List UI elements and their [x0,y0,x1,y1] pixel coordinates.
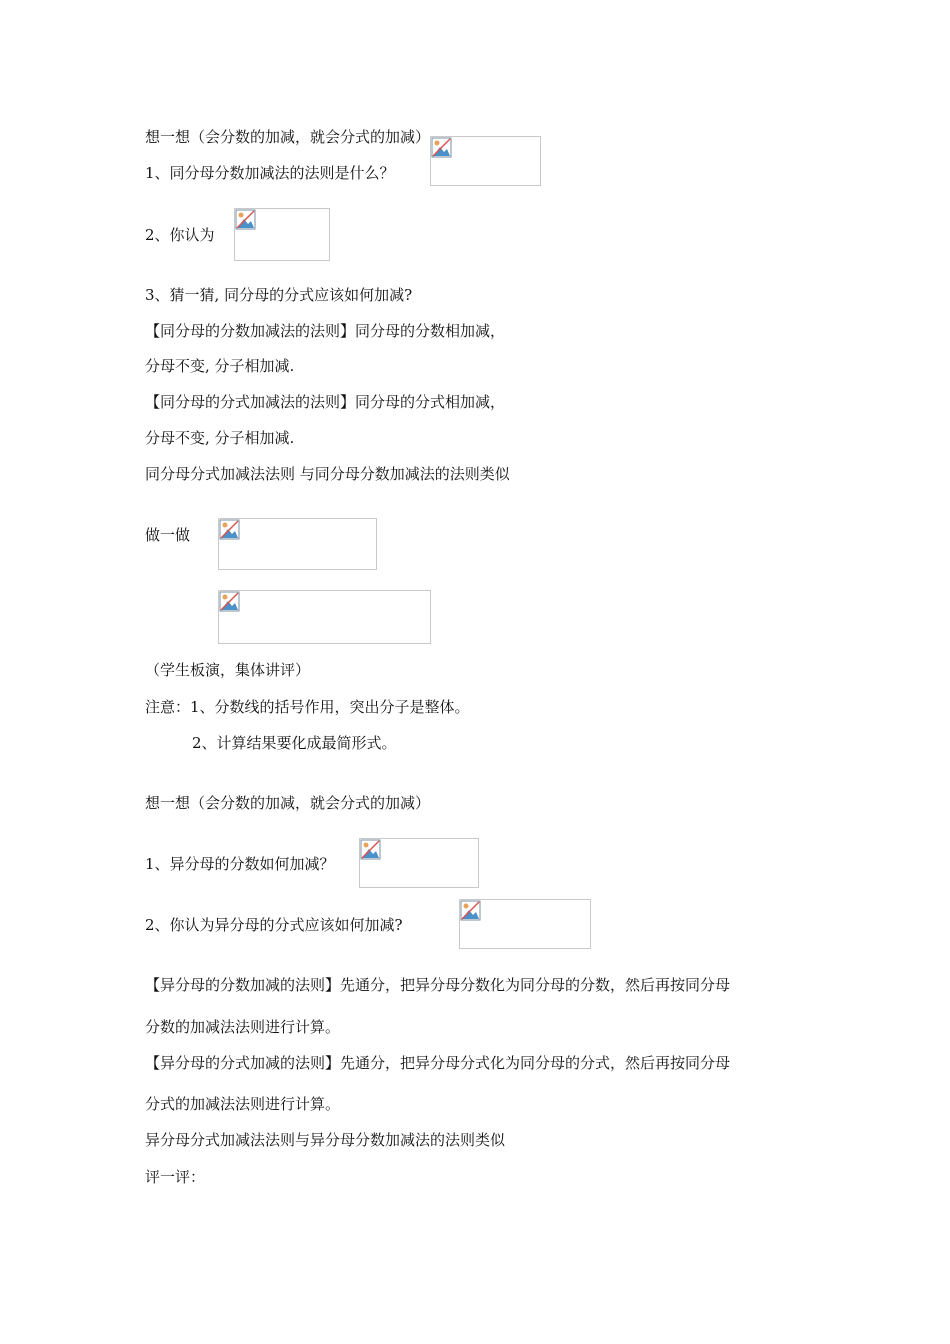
section2-rule-fraction-line1: 【异分母的分数加减的法则】先通分，把异分母分数化为同分母的分数，然后再按同分母 [145,976,731,994]
broken-image-icon [219,519,240,540]
formula-image-placeholder [430,136,541,186]
broken-image-icon [360,839,381,860]
section2-question-1: 1、异分母的分数如何加减？ [145,855,335,873]
formula-image-placeholder [218,518,377,570]
formula-image-placeholder [218,590,431,644]
broken-image-icon [431,137,452,158]
broken-image-icon [235,209,256,230]
section1-rule-fraction-line1: 【同分母的分数加减法的法则】同分母的分数相加减， [145,322,506,340]
board-work-note: （学生板演，集体讲评） [145,661,311,679]
formula-image-placeholder [234,208,330,261]
section1-heading: 想一想（会分数的加减，就会分式的加减） [145,128,431,146]
broken-image-icon [460,900,481,921]
note-line-1: 注意：1、分数线的括号作用，突出分子是整体。 [145,698,470,716]
section1-question-3: 3、猜一猜, 同分母的分式应该如何加减? [145,286,413,304]
section2-similar-statement: 异分母分式加减法法则与异分母分数加减法的法则类似 [145,1131,506,1149]
section1-rule-fraction-line2: 分母不变, 分子相加减. [145,357,295,375]
formula-image-placeholder [459,899,591,949]
section2-rule-fraction-line2: 分数的加减法法则进行计算。 [145,1018,341,1036]
section2-rule-algebraic-line2: 分式的加减法法则进行计算。 [145,1095,341,1113]
section1-similar-statement: 同分母分式加减法法则 与同分母分数加减法的法则类似 [145,465,510,483]
section2-heading: 想一想（会分数的加减，就会分式的加减） [145,794,431,812]
formula-image-placeholder [359,838,479,888]
note-line-2: 2、计算结果要化成最简形式。 [192,734,397,752]
section2-question-2: 2、你认为异分母的分式应该如何加减? [145,916,403,934]
section1-question-1: 1、同分母分数加减法的法则是什么？ [145,164,395,182]
try-it-label: 做一做 [145,526,191,544]
section2-rule-algebraic-line1: 【异分母的分式加减的法则】先通分，把异分母分式化为同分母的分式，然后再按同分母 [145,1054,731,1072]
broken-image-icon [219,591,240,612]
section1-question-2: 2、你认为 [145,226,215,244]
section1-rule-algebraic-line1: 【同分母的分式加减法的法则】同分母的分式相加减， [145,393,506,411]
evaluate-label: 评一评： [145,1168,206,1186]
section1-rule-algebraic-line2: 分母不变, 分子相加减. [145,429,295,447]
